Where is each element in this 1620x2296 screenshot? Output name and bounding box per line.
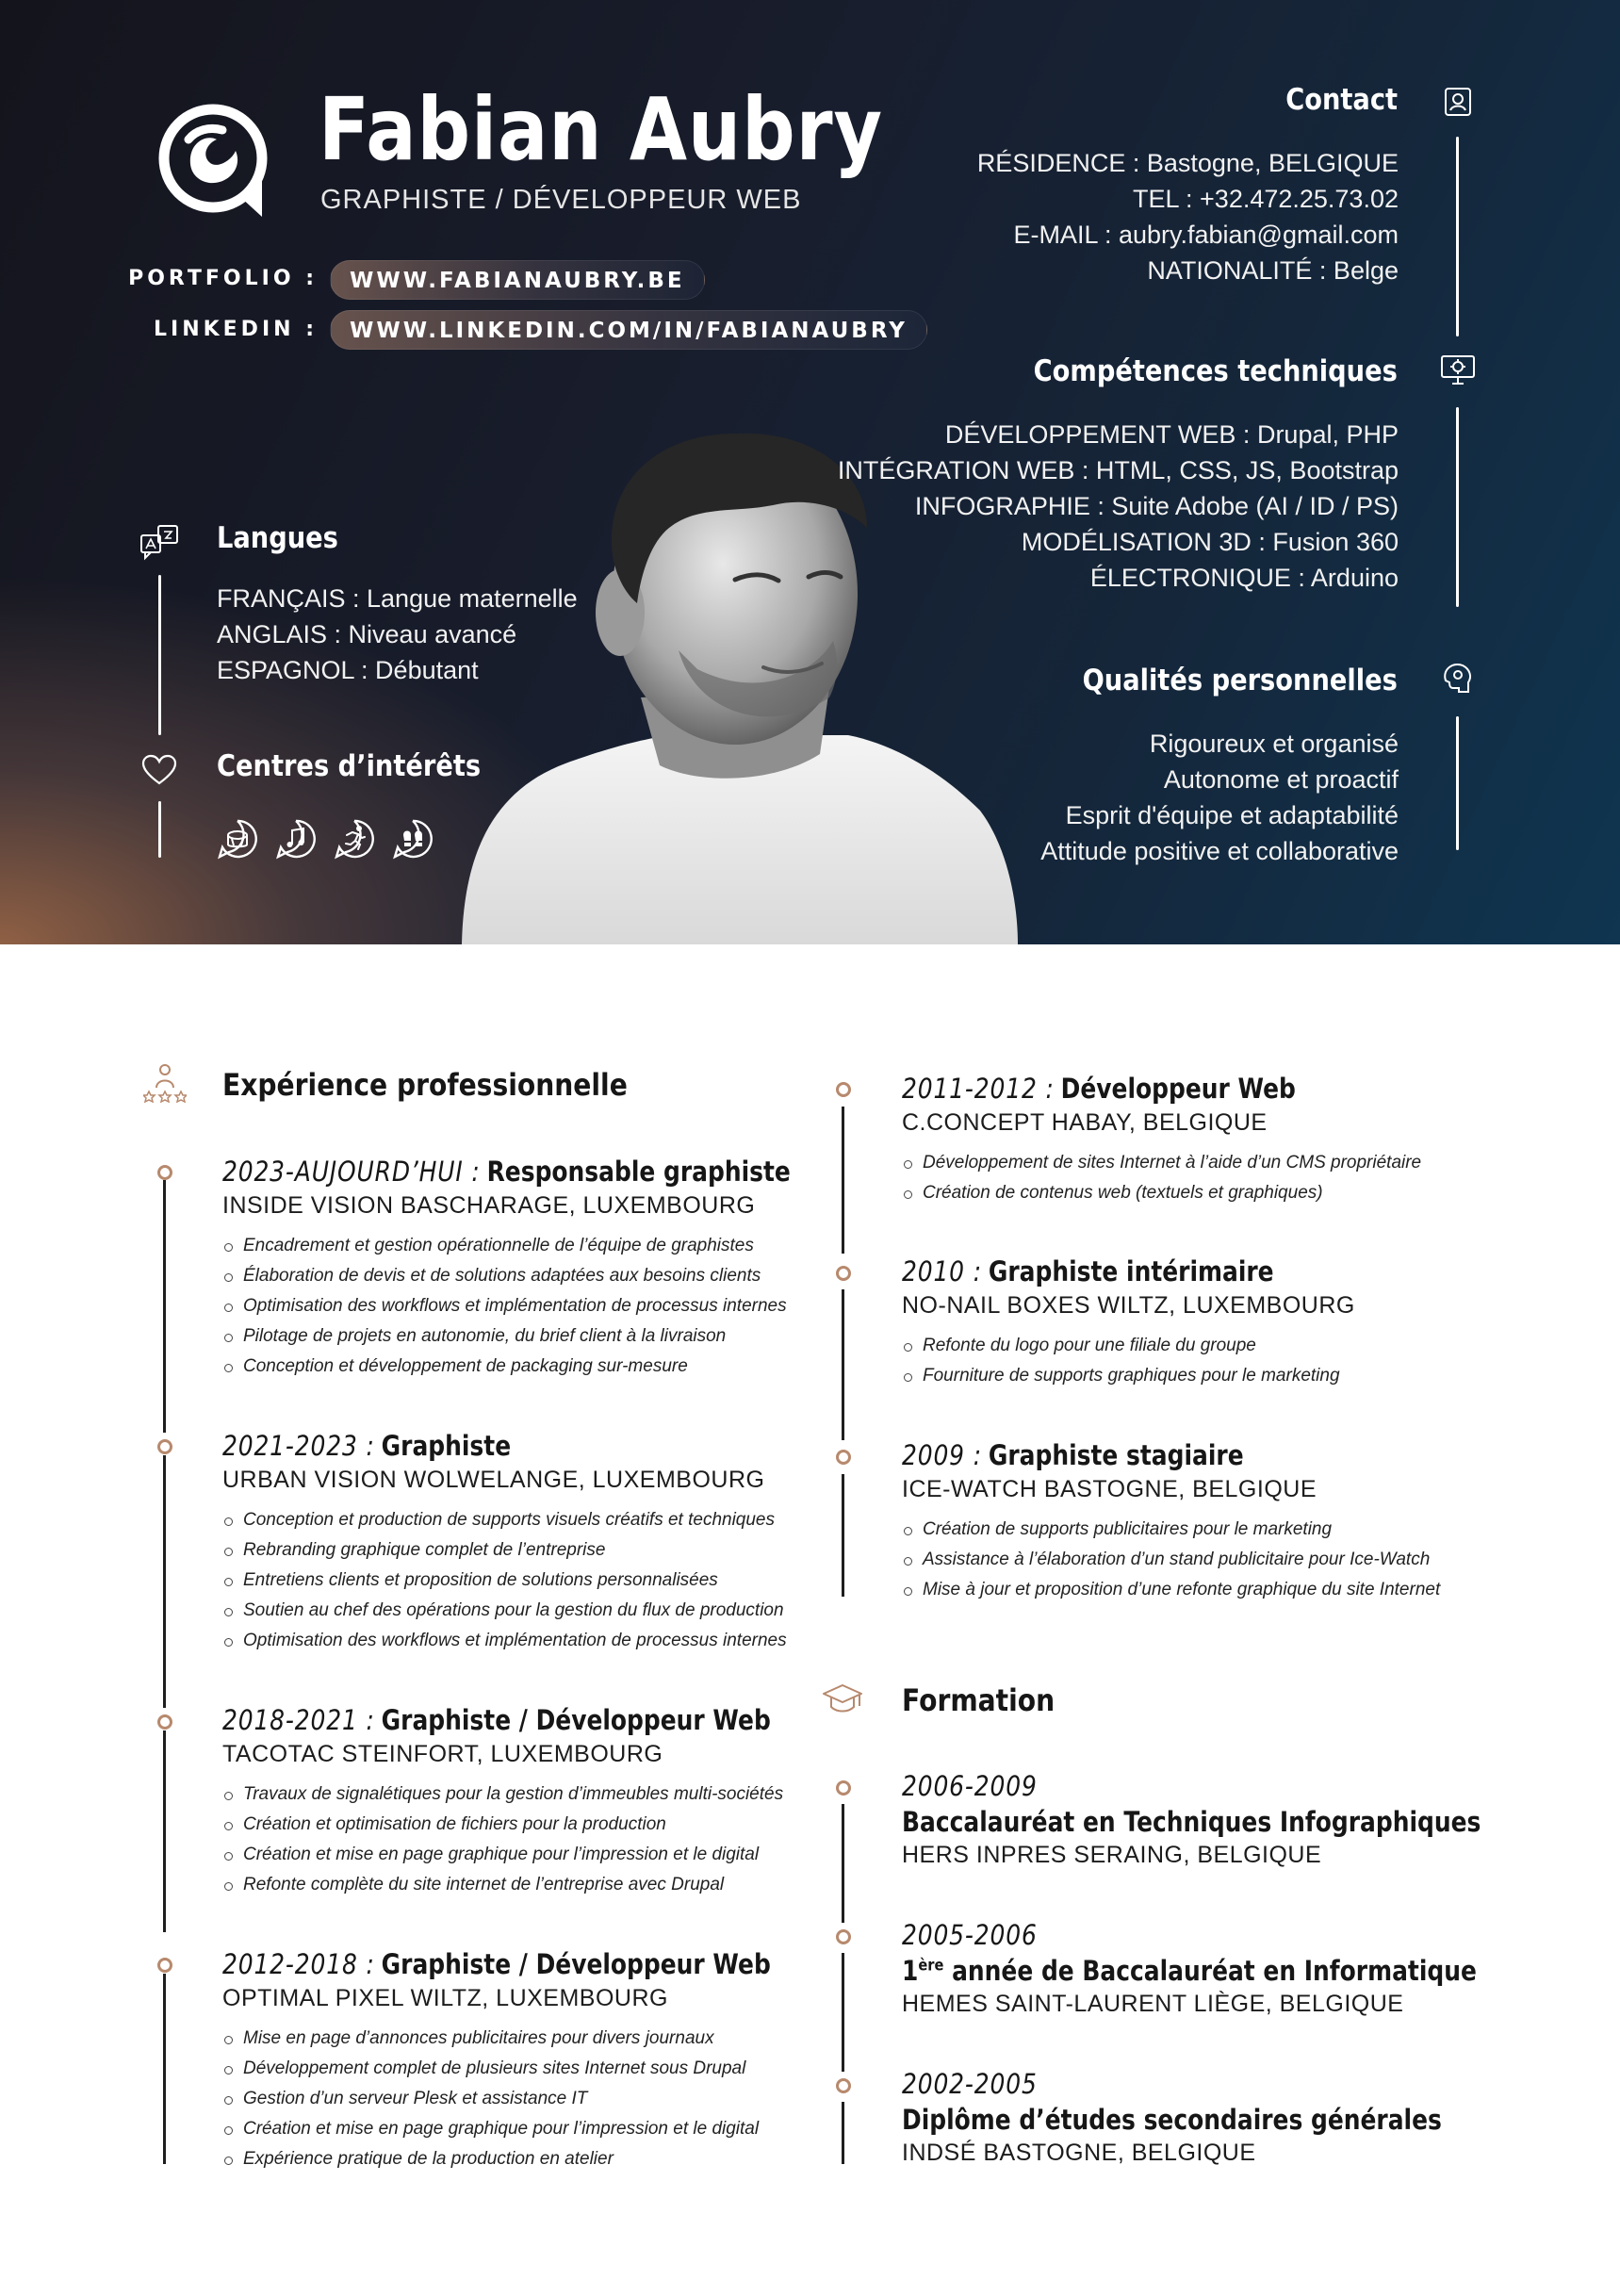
job-company: NO-NAIL BOXES WILTZ, LUXEMBOURG <box>902 1292 1355 1319</box>
job-bullet: Travaux de signalétiques pour la gestion d’immeubles multi-sociétés <box>222 1779 860 1810</box>
education-degree <box>902 1955 1477 1987</box>
qualities-list <box>1040 726 1399 869</box>
contact-email[interactable]: E-MAIL : aubry.fabian@gmail.com <box>1013 221 1399 249</box>
language-item: ESPAGNOL : Débutant <box>217 656 479 684</box>
job-bullet: Refonte complète du site internet de l’entreprise avec Drupal <box>222 1870 860 1900</box>
job-bullet: Développement complet de plusieurs sites Internet sous Drupal <box>222 2054 860 2084</box>
job-bullet: Rebranding graphique complet de l’entreprise <box>222 1535 787 1566</box>
job-company: OPTIMAL PIXEL WILTZ, LUXEMBOURG <box>222 1985 668 2011</box>
education-years: 2002-2005 <box>902 2068 1038 2100</box>
education-school: INDSÉ BASTOGNE, BELGIQUE <box>902 2140 1256 2166</box>
job-bullet: Soutien au chef des opérations pour la gestion du flux de production <box>222 1596 787 1626</box>
header-banner <box>0 0 1620 944</box>
education-years: 2006-2009 <box>902 1770 1038 1802</box>
linkedin-label: LINKEDIN : <box>153 318 318 341</box>
degree-superscript: ère <box>918 1956 944 1976</box>
education-entry <box>902 1770 1575 1869</box>
heart-icon <box>141 754 177 786</box>
timeline-line <box>842 1804 844 1923</box>
experience-title: Expérience professionnelle <box>222 1067 628 1103</box>
timeline-dot <box>836 2078 851 2093</box>
job-years: 2021-2023 : <box>222 1430 375 1462</box>
qualities-divider <box>1456 716 1459 850</box>
job-company: URBAN VISION WOLWELANGE, LUXEMBOURG <box>222 1467 765 1493</box>
contact-phone[interactable]: TEL : +32.472.25.73.02 <box>1133 185 1399 213</box>
job-years: 2011-2012 : <box>902 1073 1055 1105</box>
contact-list <box>977 145 1399 288</box>
job-bullet: Pilotage de projets en autonomie, du brief client à la livraison <box>222 1321 883 1352</box>
timeline-line <box>842 1474 844 1597</box>
skills-divider <box>1456 407 1459 607</box>
job-entry <box>902 1255 1355 1391</box>
running-icon <box>334 818 375 860</box>
job-bullet: Création de supports publicitaires pour le marketing <box>902 1515 1440 1545</box>
interests-divider <box>158 801 161 858</box>
skill-item: INFOGRAPHIE : Suite Adobe (AI / ID / PS) <box>914 492 1399 520</box>
job-bullet: Développement de sites Internet à l’aide d’un CMS propriétaire <box>902 1148 1421 1178</box>
timeline-dot <box>836 1450 851 1465</box>
education-entry <box>902 1919 1570 2018</box>
contact-card-icon <box>1444 87 1472 117</box>
job-bullet: Mise à jour et proposition d’une refonte graphique du site Internet <box>902 1575 1440 1605</box>
education-school: HEMES SAINT-LAURENT LIÈGE, BELGIQUE <box>902 1991 1404 2017</box>
skill-item: MODÉLISATION 3D : Fusion 360 <box>1021 528 1399 556</box>
candidate-role: GRAPHISTE / DÉVELOPPEUR WEB <box>320 185 802 215</box>
qualities-title: Qualités personnelles <box>1082 664 1398 697</box>
contact-nationality: NATIONALITÉ : Belge <box>1147 256 1399 285</box>
job-entry <box>222 1704 860 1900</box>
skill-item: INTÉGRATION WEB : HTML, CSS, JS, Bootstrap <box>837 456 1399 484</box>
timeline-dot <box>157 1714 172 1730</box>
job-bullet: Gestion d’un serveur Plesk et assistance IT <box>222 2084 860 2114</box>
skills-list <box>838 417 1399 596</box>
job-bullet: Création et mise en page graphique pour l’impression et le digital <box>222 2114 860 2144</box>
portfolio-label: PORTFOLIO : <box>128 267 318 290</box>
timeline-line <box>163 1180 166 1433</box>
team-leader-icon <box>143 1063 187 1103</box>
skill-item: DÉVELOPPEMENT WEB : Drupal, PHP <box>944 420 1399 449</box>
timeline-dot <box>836 1780 851 1796</box>
quality-item: Esprit d'équipe et adaptabilité <box>1065 801 1399 829</box>
linkedin-link[interactable]: WWW.LINKEDIN.COM/IN/FABIANAUBRY <box>330 310 927 350</box>
boxing-gloves-icon <box>392 818 434 860</box>
logo-icon <box>156 102 270 219</box>
contact-residence: RÉSIDENCE : Bastogne, BELGIQUE <box>976 149 1399 177</box>
job-title: Développeur Web <box>1060 1073 1296 1105</box>
timeline-line <box>163 1974 166 2164</box>
education-entry <box>902 2068 1530 2167</box>
job-entry <box>902 1439 1440 1605</box>
timeline-dot <box>836 1082 851 1097</box>
contact-title: Contact <box>1285 83 1398 117</box>
job-title: Graphiste intérimaire <box>988 1255 1274 1287</box>
timeline-line <box>842 2102 844 2164</box>
quality-item: Autonome et proactif <box>1163 765 1399 794</box>
timeline-dot <box>157 1958 172 1973</box>
job-bullet: Fourniture de supports graphiques pour le marketing <box>902 1361 1355 1391</box>
portfolio-link[interactable]: WWW.FABIANAUBRY.BE <box>330 260 705 300</box>
contact-divider <box>1456 137 1459 336</box>
languages-list <box>217 581 578 688</box>
timeline-dot <box>836 1929 851 1944</box>
timeline-line <box>842 1107 844 1254</box>
job-bullet: Assistance à l’élaboration d’un stand publicitaire pour Ice-Watch <box>902 1545 1440 1575</box>
job-years: 2009 : <box>902 1439 982 1471</box>
timeline-dot <box>836 1266 851 1281</box>
job-company: TACOTAC STEINFORT, LUXEMBOURG <box>222 1741 663 1767</box>
degree-text: année de Baccalauréat en Informatique <box>943 1955 1477 1987</box>
job-bullet: Mise en page d’annonces publicitaires pour divers journaux <box>222 2024 860 2054</box>
job-company: ICE-WATCH BASTOGNE, BELGIQUE <box>902 1476 1317 1502</box>
job-bullet: Entretiens clients et proposition de solutions personnalisées <box>222 1566 787 1596</box>
language-item: FRANÇAIS : Langue maternelle <box>217 584 578 613</box>
job-years: 2018-2021 : <box>222 1704 375 1736</box>
job-bullet: Optimisation des workflows et implémentation de processus internes <box>222 1291 883 1321</box>
interests-title: Centres d’intérêts <box>217 749 482 783</box>
job-bullet: Création et optimisation de fichiers pour la production <box>222 1810 860 1840</box>
job-bullet: Conception et production de supports visuels créatifs et techniques <box>222 1505 787 1535</box>
job-title: Graphiste <box>381 1430 512 1462</box>
job-title: Responsable graphiste <box>486 1156 791 1188</box>
timeline-line <box>842 1953 844 2072</box>
job-entry <box>902 1073 1421 1208</box>
job-bullet: Refonte du logo pour une filiale du groupe <box>902 1331 1355 1361</box>
timeline-line <box>163 1730 166 1932</box>
job-years: 2012-2018 : <box>222 1948 375 1980</box>
job-years: 2010 : <box>902 1255 982 1287</box>
job-entry <box>222 1156 883 1382</box>
job-title: Graphiste / Développeur Web <box>381 1704 771 1736</box>
timeline-dot <box>157 1439 172 1454</box>
degree-prefix: 1 <box>902 1955 919 1987</box>
head-gear-icon <box>1438 660 1476 697</box>
languages-divider <box>158 575 161 735</box>
education-title: Formation <box>902 1682 1055 1718</box>
education-school: HERS INPRES SERAING, BELGIQUE <box>902 1842 1322 1868</box>
job-title: Graphiste / Développeur Web <box>381 1948 771 1980</box>
job-company: C.CONCEPT HABAY, BELGIQUE <box>902 1109 1268 1136</box>
graduation-cap-icon <box>822 1683 863 1715</box>
language-item: ANGLAIS : Niveau avancé <box>217 620 517 648</box>
job-bullet: Création et mise en page graphique pour l’impression et le digital <box>222 1840 860 1870</box>
job-company: INSIDE VISION BASCHARAGE, LUXEMBOURG <box>222 1192 756 1219</box>
job-bullet: Élaboration de devis et de solutions adaptées aux besoins clients <box>222 1261 883 1291</box>
job-bullet: Encadrement et gestion opérationnelle de l’équipe de graphistes <box>222 1231 883 1261</box>
quality-item: Rigoureux et organisé <box>1149 730 1399 758</box>
skills-title: Compétences techniques <box>1033 354 1398 388</box>
job-bullet: Conception et développement de packaging sur-mesure <box>222 1352 883 1382</box>
education-degree: Baccalauréat en Techniques Infographiques <box>902 1806 1481 1838</box>
languages-title: Langues <box>217 521 338 555</box>
language-icon <box>139 524 179 562</box>
education-years: 2005-2006 <box>902 1919 1038 1951</box>
drum-icon <box>217 818 258 860</box>
job-entry <box>222 1430 787 1656</box>
job-bullet: Expérience pratique de la production en atelier <box>222 2144 860 2174</box>
job-years: 2023-AUJOURD’HUI : <box>222 1156 481 1188</box>
quality-item: Attitude positive et collaborative <box>1040 837 1399 865</box>
candidate-name: Fabian Aubry <box>319 79 883 180</box>
timeline-dot <box>157 1165 172 1180</box>
skill-item: ÉLECTRONIQUE : Arduino <box>1089 564 1399 592</box>
job-title: Graphiste stagiaire <box>988 1439 1244 1471</box>
monitor-gear-icon <box>1440 353 1476 386</box>
job-bullet: Optimisation des workflows et implémentation de processus internes <box>222 1626 787 1656</box>
timeline-line <box>163 1455 166 1708</box>
timeline-line <box>842 1289 844 1440</box>
music-note-icon <box>275 818 317 860</box>
job-bullet: Création de contenus web (textuels et graphiques) <box>902 1178 1421 1208</box>
job-entry <box>222 1948 860 2174</box>
education-degree: Diplôme d’études secondaires générales <box>902 2104 1442 2136</box>
